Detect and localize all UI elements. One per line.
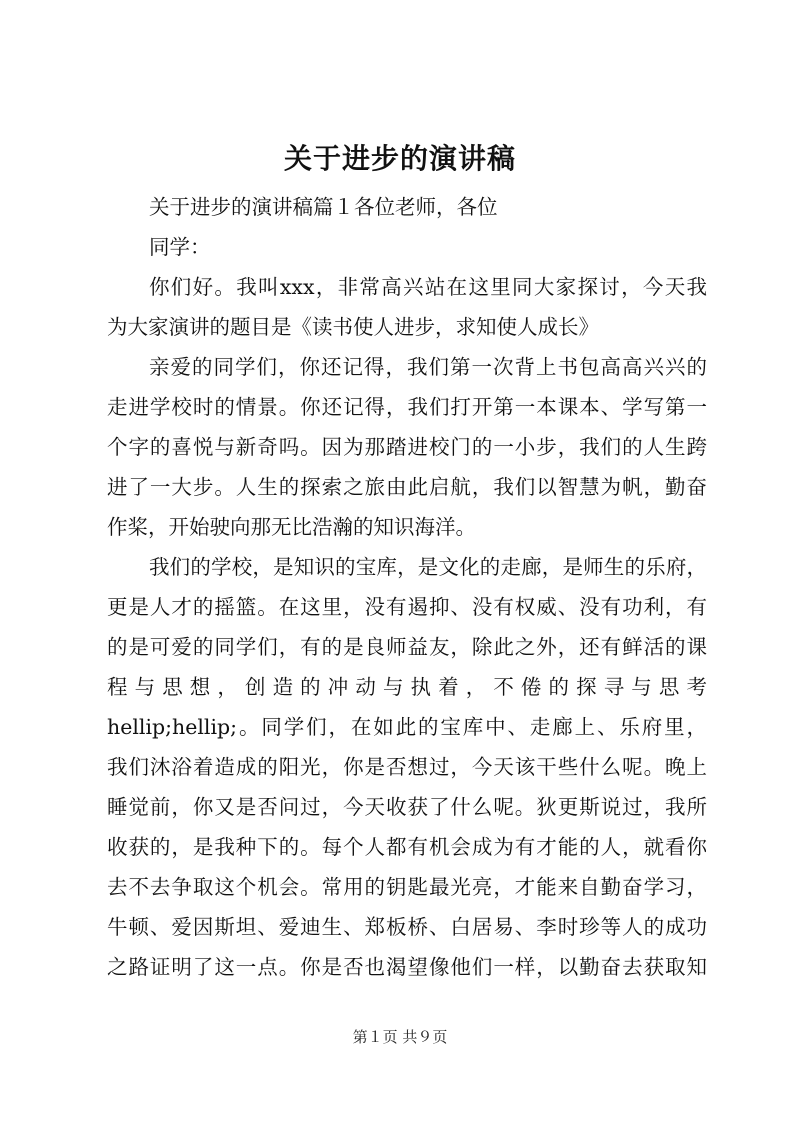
- document-body: [107, 187, 707, 987]
- text-line: 进了一大步。人生的探索之旅由此启航，我们以智慧为帆，勤奋: [107, 475, 707, 499]
- text-line: 关于进步的演讲稿篇１各位老师，各位: [149, 195, 498, 219]
- text-line: 的是可爱的同学们，有的是良师益友，除此之外，还有鲜活的课: [107, 635, 707, 659]
- text-line: 睡觉前，你又是否问过，今天收获了什么呢。狄更斯说过，我所: [107, 795, 707, 819]
- text-line: 走进学校时的情景。你还记得，我们打开第一本课本、学写第一: [107, 395, 707, 419]
- text-line: 同学：: [149, 235, 211, 259]
- text-line: 为大家演讲的题目是《读书使人进步，求知使人成长》: [107, 315, 599, 339]
- document-title: 关于进步的演讲稿: [283, 142, 516, 175]
- text-line: 之路证明了这一点。你是否也渴望像他们一样，以勤奋去获取知: [107, 955, 707, 979]
- text-line: 程与思想，创造的冲动与执着，不倦的探寻与思考: [107, 675, 707, 699]
- text-line: 作桨，开始驶向那无比浩瀚的知识海洋。: [107, 515, 476, 539]
- text-line: 牛顿、爱因斯坦、爱迪生、郑板桥、白居易、李时珍等人的成功: [107, 915, 707, 939]
- text-line: 你们好。我叫xxx，非常高兴站在这里同大家探讨，今天我: [149, 275, 707, 299]
- text-line: 亲爱的同学们，你还记得，我们第一次背上书包高高兴兴的: [149, 355, 707, 379]
- text-line: 个字的喜悦与新奇吗。因为那踏进校门的一小步，我们的人生跨: [107, 435, 707, 459]
- text-line: 更是人才的摇篮。在这里，没有遏抑、没有权威、没有功利，有: [107, 595, 707, 619]
- text-line: 去不去争取这个机会。常用的钥匙最光亮，才能来自勤奋学习，: [107, 875, 707, 899]
- text-line: 收获的，是我种下的。每个人都有机会成为有才能的人，就看你: [107, 835, 707, 859]
- text-line: hellip;hellip;。同学们，在如此的宝库中、走廊上、乐府里，: [107, 715, 707, 739]
- text-line: 我们沐浴着造成的阳光，你是否想过，今天该干些什么呢。晚上: [107, 755, 707, 779]
- text-line: 我们的学校，是知识的宝库，是文化的走廊，是师生的乐府，: [149, 555, 707, 579]
- page-number-footer: 第１页 共９页: [352, 1028, 448, 1046]
